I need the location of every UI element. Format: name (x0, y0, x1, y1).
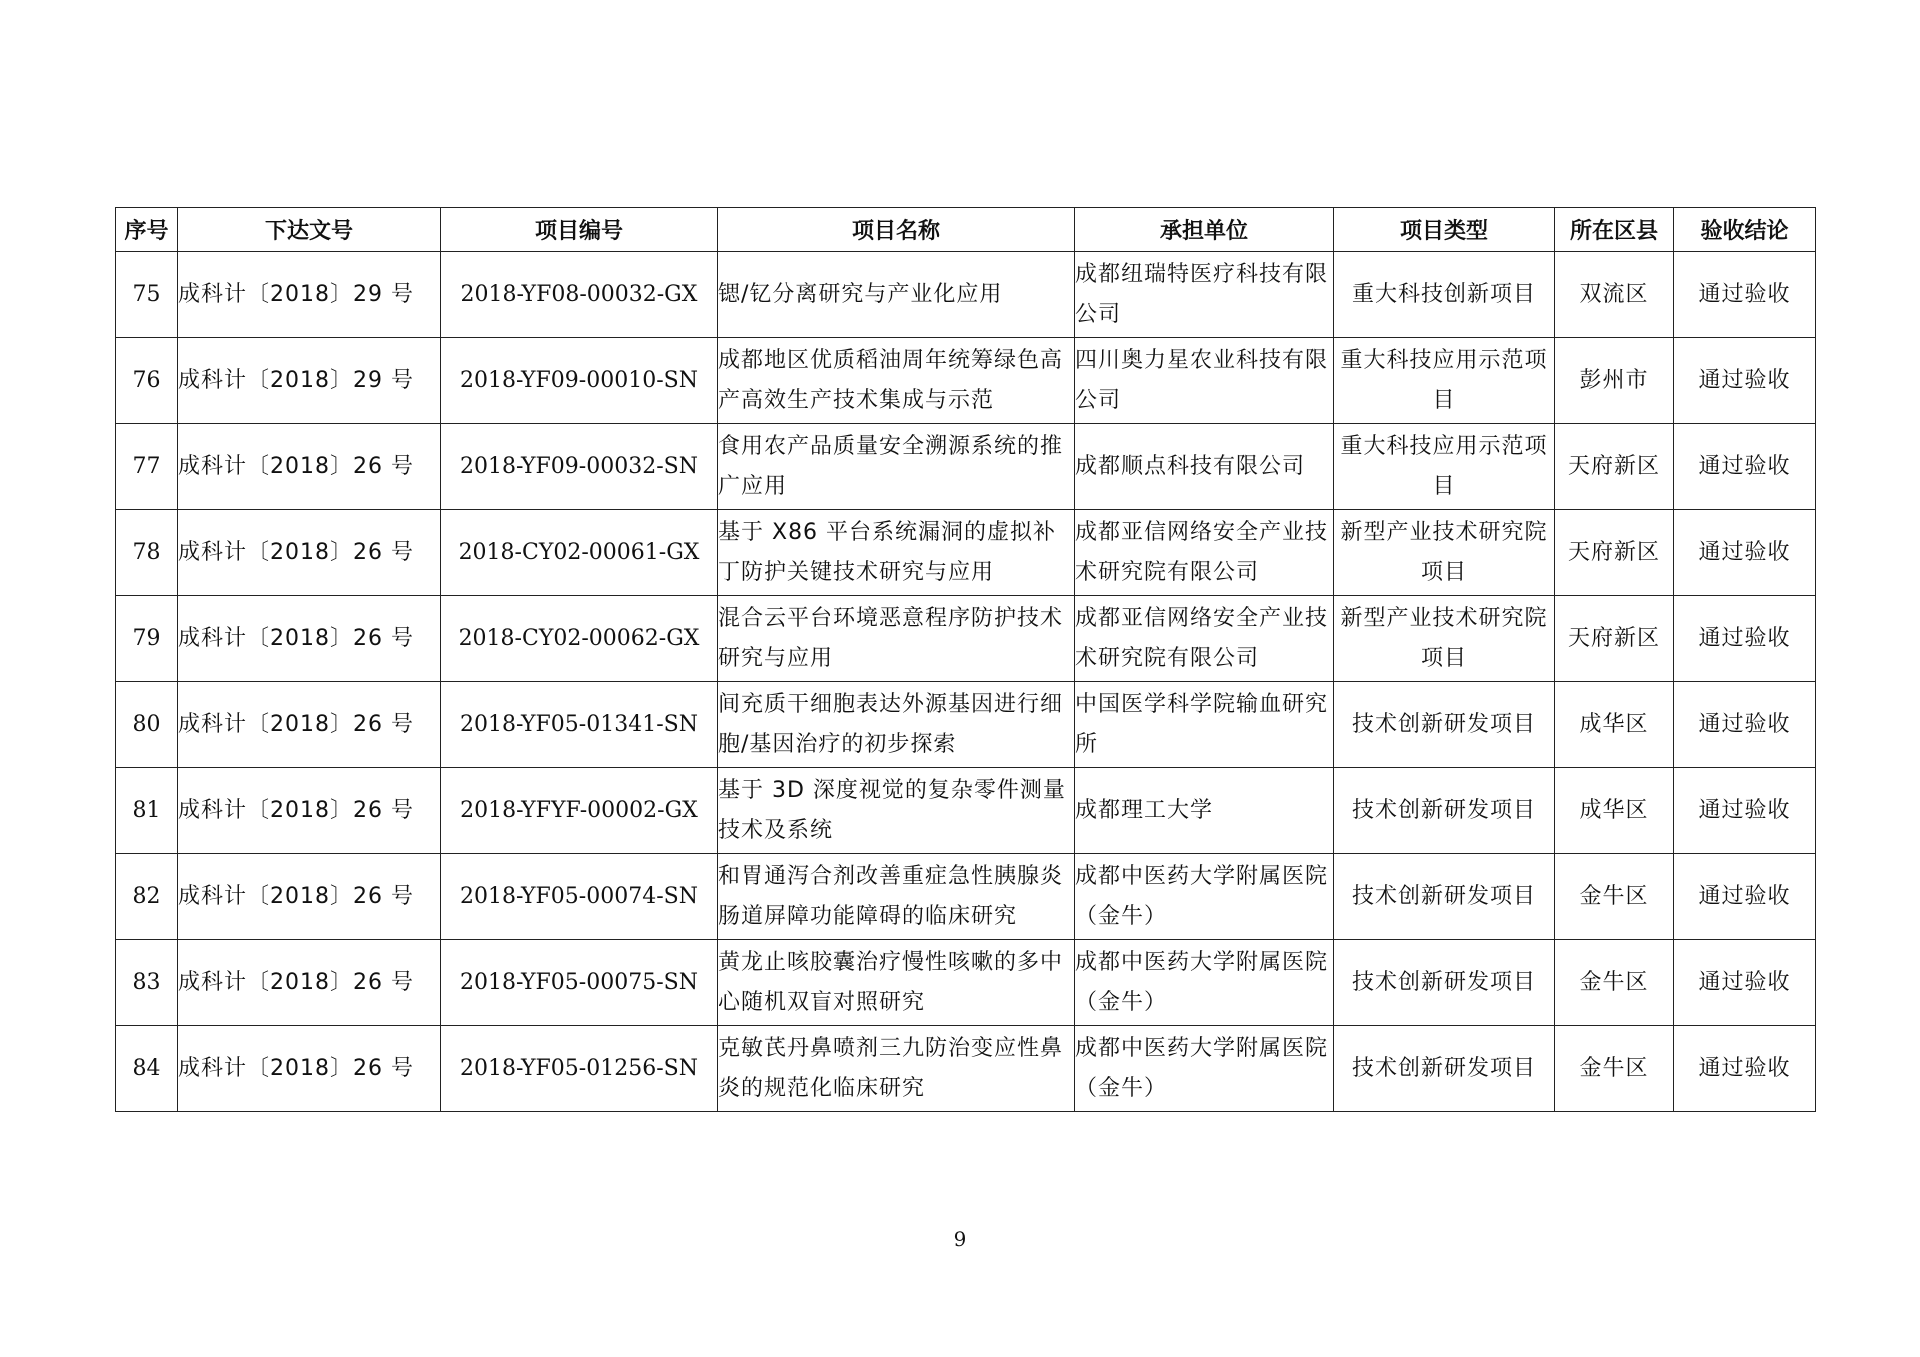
cell-project-type: 技术创新研发项目 (1334, 1026, 1555, 1112)
cell-result: 通过验收 (1674, 768, 1816, 854)
cell-district: 成华区 (1555, 682, 1674, 768)
cell-serial: 83 (116, 940, 178, 1026)
cell-serial: 82 (116, 854, 178, 940)
cell-result: 通过验收 (1674, 1026, 1816, 1112)
cell-district: 天府新区 (1555, 424, 1674, 510)
cell-unit: 成都亚信网络安全产业技术研究院有限公司 (1075, 510, 1334, 596)
cell-project-type: 新型产业技术研究院项目 (1334, 510, 1555, 596)
cell-project-type: 重大科技应用示范项目 (1334, 424, 1555, 510)
cell-project-name: 锶/钇分离研究与产业化应用 (718, 252, 1075, 338)
cell-project-name: 成都地区优质稻油周年统筹绿色高产高效生产技术集成与示范 (718, 338, 1075, 424)
header-project-type: 项目类型 (1334, 208, 1555, 252)
cell-unit: 中国医学科学院输血研究所 (1075, 682, 1334, 768)
cell-district: 天府新区 (1555, 510, 1674, 596)
header-unit: 承担单位 (1075, 208, 1334, 252)
cell-doc-number: 成科计〔2018〕26 号 (178, 854, 441, 940)
cell-doc-number: 成科计〔2018〕26 号 (178, 768, 441, 854)
cell-result: 通过验收 (1674, 596, 1816, 682)
cell-unit: 成都顺点科技有限公司 (1075, 424, 1334, 510)
cell-serial: 81 (116, 768, 178, 854)
header-result: 验收结论 (1674, 208, 1816, 252)
table-row (116, 1026, 1816, 1112)
cell-project-code: 2018-YF05-00075-SN (441, 940, 718, 1026)
cell-doc-number: 成科计〔2018〕26 号 (178, 682, 441, 768)
cell-project-code: 2018-YF09-00010-SN (441, 338, 718, 424)
cell-project-type: 重大科技应用示范项目 (1334, 338, 1555, 424)
table-row (116, 682, 1816, 768)
header-project-name: 项目名称 (718, 208, 1075, 252)
cell-unit: 四川奥力星农业科技有限公司 (1075, 338, 1334, 424)
cell-result: 通过验收 (1674, 940, 1816, 1026)
cell-unit: 成都亚信网络安全产业技术研究院有限公司 (1075, 596, 1334, 682)
page-number: 9 (953, 1227, 967, 1251)
cell-doc-number: 成科计〔2018〕26 号 (178, 940, 441, 1026)
cell-serial: 79 (116, 596, 178, 682)
table-row (116, 252, 1816, 338)
cell-district: 成华区 (1555, 768, 1674, 854)
cell-project-code: 2018-YF09-00032-SN (441, 424, 718, 510)
table-row (116, 768, 1816, 854)
cell-project-code: 2018-YF05-01256-SN (441, 1026, 718, 1112)
cell-unit: 成都中医药大学附属医院（金牛） (1075, 854, 1334, 940)
table-row (116, 510, 1816, 596)
cell-result: 通过验收 (1674, 252, 1816, 338)
header-district: 所在区县 (1555, 208, 1674, 252)
cell-unit: 成都中医药大学附属医院（金牛） (1075, 940, 1334, 1026)
cell-project-code: 2018-CY02-00062-GX (441, 596, 718, 682)
header-serial: 序号 (116, 208, 178, 252)
header-doc-number: 下达文号 (178, 208, 441, 252)
cell-result: 通过验收 (1674, 682, 1816, 768)
cell-project-code: 2018-YF08-00032-GX (441, 252, 718, 338)
cell-serial: 75 (116, 252, 178, 338)
cell-project-name: 克敏芪丹鼻喷剂三九防治变应性鼻炎的规范化临床研究 (718, 1026, 1075, 1112)
cell-project-type: 技术创新研发项目 (1334, 682, 1555, 768)
table-row (116, 854, 1816, 940)
cell-doc-number: 成科计〔2018〕26 号 (178, 510, 441, 596)
cell-result: 通过验收 (1674, 510, 1816, 596)
cell-district: 彭州市 (1555, 338, 1674, 424)
cell-project-code: 2018-CY02-00061-GX (441, 510, 718, 596)
cell-project-type: 技术创新研发项目 (1334, 768, 1555, 854)
cell-project-name: 基于 X86 平台系统漏洞的虚拟补丁防护关键技术研究与应用 (718, 510, 1075, 596)
cell-unit: 成都纽瑞特医疗科技有限公司 (1075, 252, 1334, 338)
cell-serial: 80 (116, 682, 178, 768)
cell-project-code: 2018-YFYF-00002-GX (441, 768, 718, 854)
cell-doc-number: 成科计〔2018〕29 号 (178, 338, 441, 424)
cell-result: 通过验收 (1674, 338, 1816, 424)
cell-serial: 84 (116, 1026, 178, 1112)
cell-district: 天府新区 (1555, 596, 1674, 682)
table-row (116, 596, 1816, 682)
cell-project-name: 食用农产品质量安全溯源系统的推广应用 (718, 424, 1075, 510)
cell-unit: 成都中医药大学附属医院（金牛） (1075, 1026, 1334, 1112)
cell-doc-number: 成科计〔2018〕29 号 (178, 252, 441, 338)
cell-project-name: 黄龙止咳胶囊治疗慢性咳嗽的多中心随机双盲对照研究 (718, 940, 1075, 1026)
table-header-row (116, 208, 1816, 252)
cell-serial: 76 (116, 338, 178, 424)
table-row (116, 424, 1816, 510)
header-project-code: 项目编号 (441, 208, 718, 252)
table-row (116, 338, 1816, 424)
cell-district: 金牛区 (1555, 940, 1674, 1026)
cell-result: 通过验收 (1674, 424, 1816, 510)
cell-project-code: 2018-YF05-00074-SN (441, 854, 718, 940)
cell-district: 双流区 (1555, 252, 1674, 338)
cell-serial: 78 (116, 510, 178, 596)
cell-doc-number: 成科计〔2018〕26 号 (178, 424, 441, 510)
cell-project-type: 新型产业技术研究院项目 (1334, 596, 1555, 682)
cell-doc-number: 成科计〔2018〕26 号 (178, 596, 441, 682)
cell-project-type: 技术创新研发项目 (1334, 940, 1555, 1026)
cell-project-name: 间充质干细胞表达外源基因进行细胞/基因治疗的初步探索 (718, 682, 1075, 768)
table-row (116, 940, 1816, 1026)
cell-unit: 成都理工大学 (1075, 768, 1334, 854)
cell-serial: 77 (116, 424, 178, 510)
cell-district: 金牛区 (1555, 854, 1674, 940)
cell-project-name: 混合云平台环境恶意程序防护技术研究与应用 (718, 596, 1075, 682)
cell-project-type: 重大科技创新项目 (1334, 252, 1555, 338)
cell-doc-number: 成科计〔2018〕26 号 (178, 1026, 441, 1112)
table-body (116, 252, 1816, 1112)
cell-district: 金牛区 (1555, 1026, 1674, 1112)
cell-project-type: 技术创新研发项目 (1334, 854, 1555, 940)
cell-project-name: 和胃通泻合剂改善重症急性胰腺炎肠道屏障功能障碍的临床研究 (718, 854, 1075, 940)
acceptance-table (115, 207, 1816, 1112)
cell-project-name: 基于 3D 深度视觉的复杂零件测量技术及系统 (718, 768, 1075, 854)
cell-result: 通过验收 (1674, 854, 1816, 940)
cell-project-code: 2018-YF05-01341-SN (441, 682, 718, 768)
